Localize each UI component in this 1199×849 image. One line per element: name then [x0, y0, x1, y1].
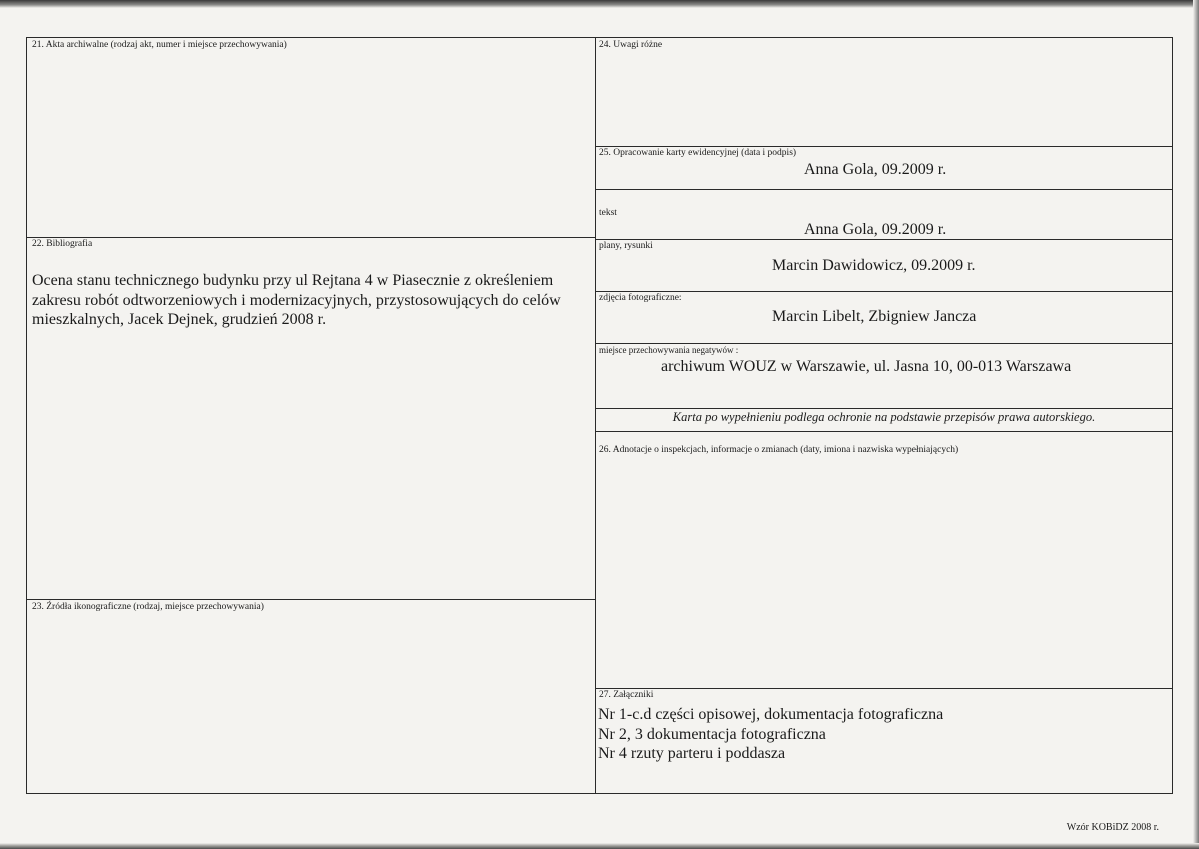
- scan-edge-right: [1193, 0, 1199, 849]
- bibliography-text: Ocena stanu technicznego budynku przy ul Rejtana 4 w Piasecznie z określeniem zakresu robót odtworzeniowych i modernizacyjnych, przystosowujących do celów mieszkalnych, Jacek Dejnek, grudzień 2008 r.: [32, 272, 561, 328]
- plany-label: plany, rysunki: [599, 241, 653, 251]
- negatywy-label: miejsce przechowywania negatywów :: [599, 345, 739, 355]
- divider-s24-s25: [595, 146, 1173, 147]
- divider-s26-s27: [595, 688, 1173, 689]
- plany-value: Marcin Dawidowicz, 09.2009 r.: [772, 257, 976, 274]
- section-22-label: 22. Bibliografia: [32, 239, 93, 249]
- form-template-footer: Wzór KOBiDZ 2008 r.: [1066, 822, 1159, 833]
- tekst-value: Anna Gola, 09.2009 r.: [804, 221, 947, 238]
- attachment-item: Nr 4 rzuty parteru i poddasza: [598, 745, 786, 762]
- zdjecia-value: Marcin Libelt, Zbigniew Jancza: [772, 308, 977, 325]
- divider-zdjecia-negatywy: [595, 343, 1173, 344]
- section-26-label: 26. Adnotacje o inspekcjach, informacje o zmianach (daty, imiona i nazwiska wypełniających): [599, 445, 959, 455]
- tekst-label: tekst: [599, 208, 617, 218]
- attachment-item: Nr 1-c.d części opisowej, dokumentacja fotograficzna: [598, 706, 944, 723]
- attachment-item: Nr 2, 3 dokumentacja fotograficzna: [598, 725, 826, 743]
- attachments-list: [598, 705, 943, 764]
- divider-note-s26: [595, 431, 1173, 432]
- divider-s22-s23: [26, 599, 595, 600]
- copyright-note: Karta po wypełnieniu podlega ochronie na podstawie przepisów prawa autorskiego.: [672, 410, 1096, 424]
- section-25-label: 25. Opracowanie karty ewidencyjnej (data i podpis): [599, 148, 797, 158]
- scan-edge-bottom: [0, 843, 1199, 849]
- divider-s21-s22: [26, 237, 595, 238]
- divider-plany-zdjecia: [595, 291, 1173, 292]
- negatywy-value: archiwum WOUZ w Warszawie, ul. Jasna 10, 00-013 Warszawa: [661, 358, 1072, 375]
- divider-s25-tekst: [595, 189, 1173, 190]
- divider-negatywy-note: [595, 408, 1173, 409]
- section-21-label: 21. Akta archiwalne (rodzaj akt, numer i miejsce przechowywania): [32, 40, 287, 50]
- scan-edge-top: [0, 0, 1199, 8]
- zdjecia-label: zdjęcia fotograficzne:: [599, 293, 682, 303]
- section-25-value: Anna Gola, 09.2009 r.: [804, 161, 947, 178]
- section-27-label: 27. Załączniki: [599, 690, 654, 700]
- section-23-label: 23. Źródła ikonograficzne (rodzaj, miejsce przechowywania): [32, 602, 264, 612]
- divider-tekst-plany: [595, 239, 1173, 240]
- section-24-label: 24. Uwagi różne: [599, 40, 663, 50]
